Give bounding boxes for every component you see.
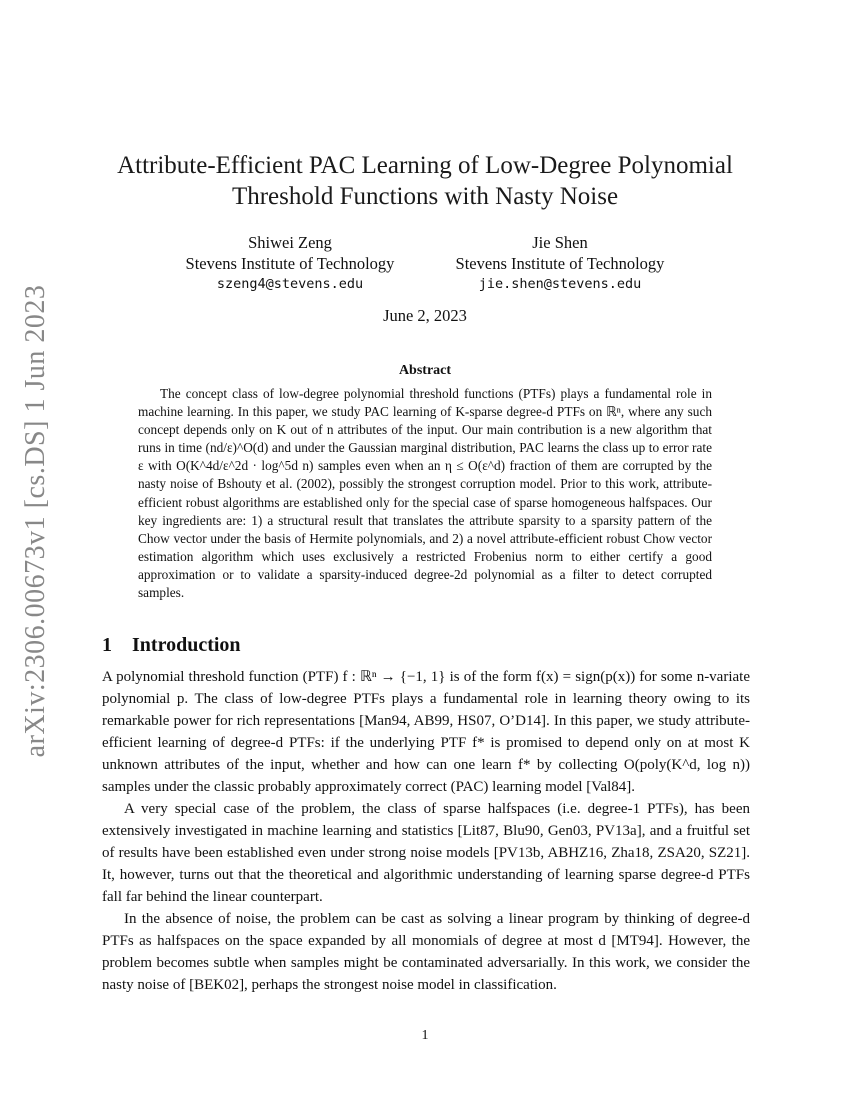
abstract-heading: Abstract: [398, 363, 452, 378]
author-name: Jie Shen: [532, 233, 588, 252]
paragraph: A very special case of the problem, the class of sparse halfspaces (i.e. degree-1 PTFs), has been extensively investigated in machine learning and statistics [Lit87, Blu90, Gen03, PV13a], and a fruitful set of results have been established even under strong noise models [PV13b, ABHZ16, Zha18, ZSA20, SZ21]. It, however, turns out that the theoretical and algorithmic understanding of learning sparse degree-d PTFs fall far behind the linear counterpart.: [102, 801, 750, 905]
author-block-2: [420, 232, 700, 295]
paper-date: June 2, 2023: [383, 306, 467, 325]
arxiv-sidebar: [4, 271, 68, 771]
arxiv-identifier: arXiv:2306.00673v1 [cs.DS] 1 Jun 2023: [20, 284, 51, 758]
author-affiliation: Stevens Institute of Technology: [455, 254, 665, 273]
author-name: Shiwei Zeng: [248, 233, 332, 252]
abstract-text: The concept class of low-degree polynomial threshold functions (PTFs) plays a fundamental role in machine learning. In this paper, we study PAC learning of K-sparse degree-d PTFs on ℝⁿ, where any such concept depends only on K out of n attributes of the input. Our main contribution is a new algorithm that runs in time (nd/ε)^O(d) and under the Gaussian marginal distribution, PAC learns the class up to error rate ε with O(K^4d/ε^2d · log^5d n) samples even when an η ≤ O(ε^d) fraction of them are corrupted by the nasty noise of Bshouty et al. (2002), possibly the strongest corruption model. Prior to this work, attribute-efficient robust algorithms are established only for the special case of sparse homogeneous halfspaces. Our key ingredients are: 1) a structural result that translates the attribute sparsity to a sparsity pattern of the Chow vector under the basis of Hermite polynomials, and 2) a novel attribute-efficient robust Chow vector estimation algorithm which uses exclusively a restricted Frobenius norm to either certify a good approximation or to validate a sparsity-induced degree-2d polynomial as a filter to detect corrupted samples.: [138, 386, 712, 601]
paragraph: In the absence of noise, the problem can be cast as solving a linear program by thinking of degree-d PTFs as halfspaces on the space expanded by all monomials of degree at most d [MT94]. However, the problem becomes subtle when samples might be contaminated adversarially. In this work, we consider the nasty noise of [BEK02], perhaps the strongest noise model in classification.: [102, 911, 750, 993]
author-email: jie.shen@stevens.edu: [478, 276, 642, 292]
section-number: 1: [102, 634, 112, 656]
title-line-2: Threshold Functions with Nasty Noise: [231, 183, 619, 210]
author-email: szeng4@stevens.edu: [216, 276, 364, 292]
paper-title: [100, 150, 750, 212]
introduction-body: [102, 666, 750, 996]
title-line-1: Attribute-Efficient PAC Learning of Low-Degree Polynomial: [117, 152, 733, 179]
page-number: 1: [421, 1028, 429, 1043]
author-block-1: [150, 232, 430, 295]
abstract-body: [138, 385, 712, 602]
author-affiliation: Stevens Institute of Technology: [185, 254, 395, 273]
paragraph: A polynomial threshold function (PTF) f : ℝⁿ → {−1, 1} is of the form f(x) = sign(p(x)) for some n-variate polynomial p. The class of low-degree PTFs plays a fundamental role in learning theory owing to its remarkable power for rich representations [Man94, AB99, HS07, O’D14]. In this paper, we study attribute-efficient learning of degree-d PTFs: if the underlying PTF f* is promised to depend only on at most K unknown attributes of the input, whether and how can one learn f* by collecting O(poly(K^d, log n)) samples under the classic probably approximately correct (PAC) learning model [Val84].: [102, 669, 750, 795]
section-heading: [102, 634, 241, 657]
section-title: Introduction: [132, 634, 241, 656]
